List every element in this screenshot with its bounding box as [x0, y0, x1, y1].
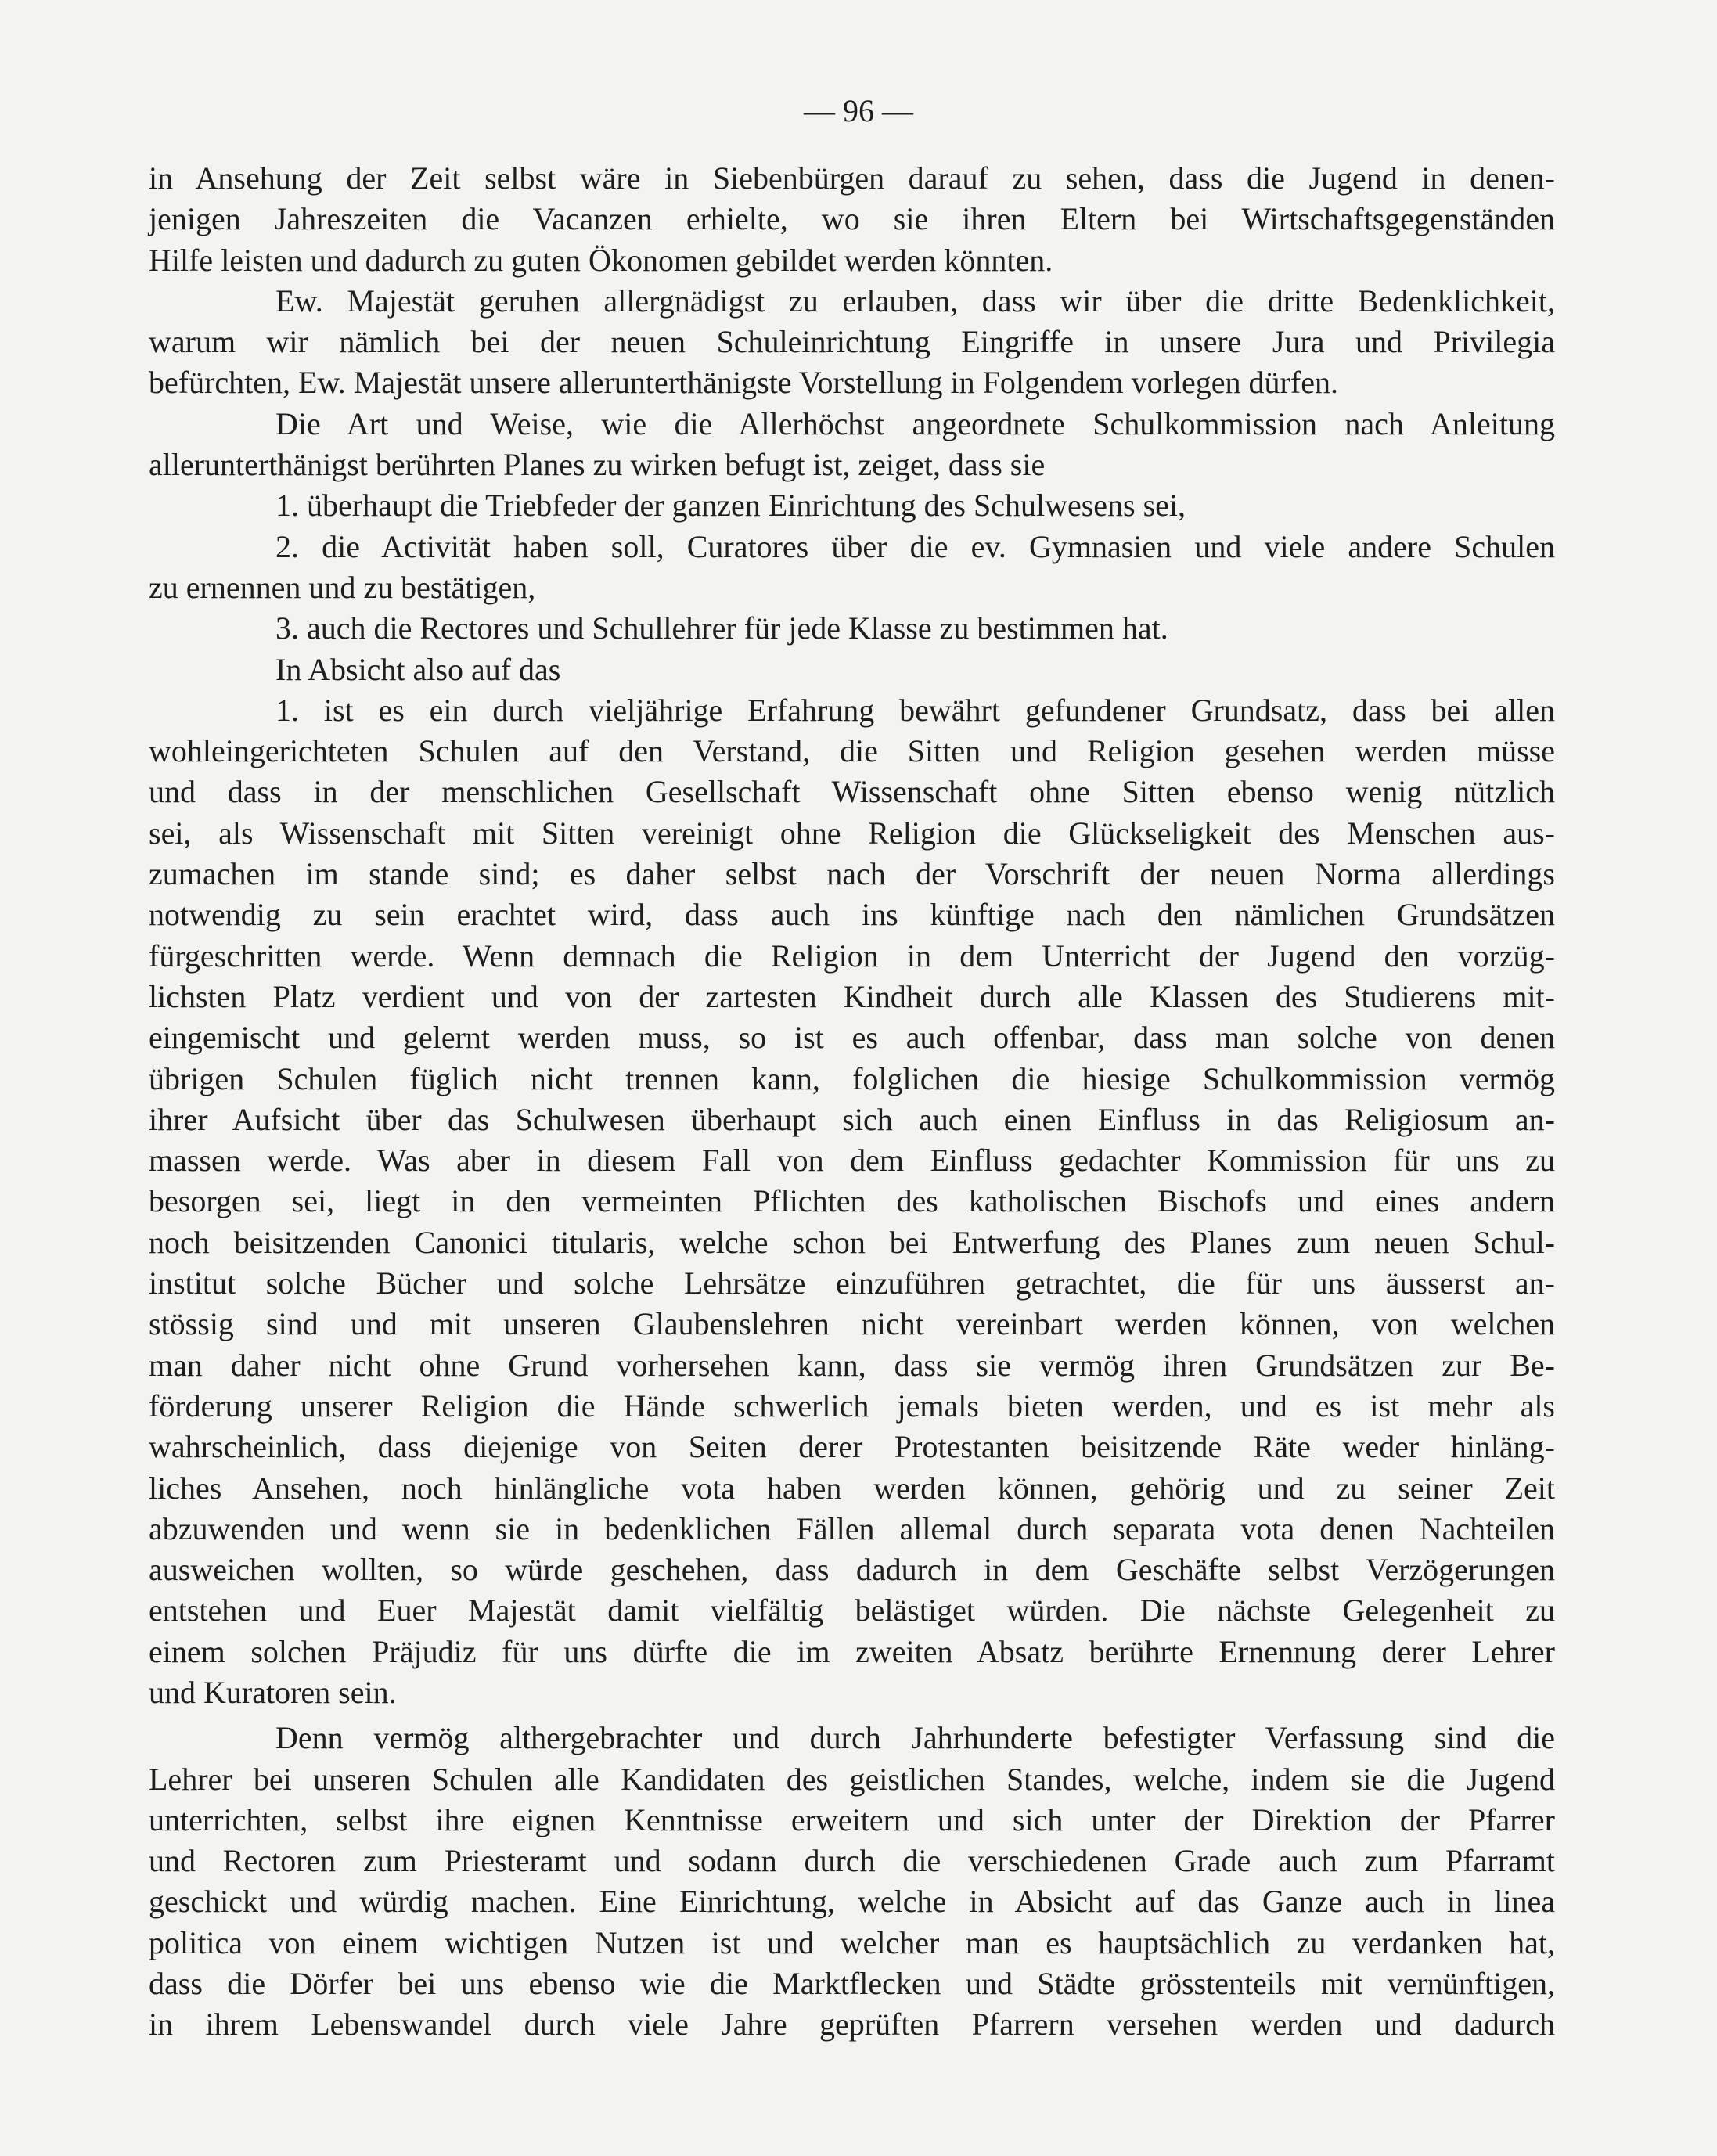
- text-line: massen werde. Was aber in diesem Fall von dem Einfluss gedachter Kommission für uns zu: [149, 1143, 1555, 1179]
- text-line: dass die Dörfer bei uns ebenso wie die Marktflecken und Städte grösstenteils mit vernünftigen,: [149, 1966, 1555, 2002]
- text-line: sei, als Wissenschaft mit Sitten vereinigt ohne Religion die Glückseligkeit des Menschen aus-: [149, 815, 1555, 851]
- text-line: geschickt und würdig machen. Eine Einrichtung, welche in Absicht auf das Ganze auch in linea: [149, 1884, 1555, 1920]
- text-line: ihrer Aufsicht über das Schulwesen überhaupt sich auch einen Einfluss in das Religiosum an-: [149, 1101, 1555, 1137]
- text-line: befürchten, Ew. Majestät unsere allerunterthänigste Vorstellung in Folgendem vorlegen dürfen.: [149, 365, 1338, 401]
- text-line: zu ernennen und zu bestätigen,: [149, 569, 536, 605]
- text-line: und Rectoren zum Priesteramt und sodann durch die verschiedenen Grade auch zum Pfarramt: [149, 1843, 1555, 1879]
- text-line: und Kuratoren sein.: [149, 1674, 397, 1710]
- text-line: stössig sind und mit unseren Glaubenslehren nicht vereinbart werden können, von welchen: [149, 1306, 1555, 1342]
- text-line: übrigen Schulen füglich nicht trennen kann, folglichen die hiesige Schulkommission vermög: [149, 1060, 1555, 1096]
- text-line: besorgen sei, liegt in den vermeinten Pflichten des katholischen Bischofs und eines andern: [149, 1183, 1555, 1219]
- text-line: lichsten Platz verdient und von der zartesten Kindheit durch alle Klassen des Studierens mit-: [149, 978, 1555, 1014]
- text-line: förderung unserer Religion die Hände schwerlich jemals bieten werden, und es ist mehr als: [149, 1388, 1555, 1424]
- text-line: allerunterthänigst berührten Planes zu wirken befugt ist, zeiget, dass sie: [149, 447, 1046, 483]
- page-number: — 96 —: [804, 93, 913, 128]
- text-line: zumachen im stande sind; es daher selbst nach der Vorschrift der neuen Norma allerdings: [149, 856, 1555, 892]
- text-line: in Ansehung der Zeit selbst wäre in Siebenbürgen darauf zu sehen, dass die Jugend in denen-: [149, 160, 1555, 196]
- text-line: Hilfe leisten und dadurch zu guten Ökonomen gebildet werden könnten.: [149, 242, 1053, 278]
- text-line: 1. überhaupt die Triebfeder der ganzen Einrichtung des Schulwesens sei,: [275, 488, 1186, 524]
- text-line: warum wir nämlich bei der neuen Schuleinrichtung Eingriffe in unsere Jura und Privilegia: [149, 324, 1555, 360]
- text-line: notwendig zu sein erachtet wird, dass auch ins künftige nach den nämlichen Grundsätzen: [149, 897, 1555, 933]
- text-line: fürgeschritten werde. Wenn demnach die Religion in dem Unterricht der Jugend den vorzüg-: [149, 938, 1555, 974]
- body-text: [149, 158, 1555, 2046]
- text-line: in ihrem Lebenswandel durch viele Jahre geprüften Pfarrern versehen werden und dadurch: [149, 2007, 1555, 2043]
- text-line: unterrichten, selbst ihre eignen Kenntnisse erweitern und sich unter der Direktion der Pfarrer: [149, 1801, 1555, 1837]
- text-line: noch beisitzenden Canonici titularis, welche schon bei Entwerfung des Planes zum neuen Schul-: [149, 1224, 1555, 1260]
- text-line: In Absicht also auf das: [275, 651, 561, 687]
- text-line: Ew. Majestät geruhen allergnädigst zu erlauben, dass wir über die dritte Bedenklichkeit,: [275, 283, 1555, 319]
- text-line: 3. auch die Rectores und Schullehrer für jede Klasse zu bestimmen hat.: [275, 610, 1168, 646]
- text-line: institut solche Bücher und solche Lehrsätze einzuführen getrachtet, die für uns äusserst an-: [149, 1265, 1555, 1301]
- text-line: man daher nicht ohne Grund vorhersehen kann, dass sie vermög ihren Grundsätzen zur Be-: [149, 1347, 1555, 1383]
- text-line: liches Ansehen, noch hinlängliche vota haben werden können, gehörig und zu seiner Zeit: [149, 1470, 1555, 1506]
- text-line: Denn vermög althergebrachter und durch Jahrhunderte befestigter Verfassung sind die: [275, 1720, 1555, 1756]
- text-line: Lehrer bei unseren Schulen alle Kandidaten des geistlichen Standes, welche, indem sie die Jugend: [149, 1761, 1555, 1797]
- text-line: 1. ist es ein durch vieljährige Erfahrung bewährt gefundener Grundsatz, dass bei allen: [275, 692, 1555, 728]
- text-line: wahrscheinlich, dass diejenige von Seiten derer Protestanten beisitzende Räte weder hinläng-: [149, 1429, 1555, 1465]
- text-line: jenigen Jahreszeiten die Vacanzen erhielte, wo sie ihren Eltern bei Wirtschaftsgegenständen: [149, 201, 1555, 237]
- text-line: wohleingerichteten Schulen auf den Verstand, die Sitten und Religion gesehen werden müsse: [149, 733, 1555, 769]
- text-line: abzuwenden und wenn sie in bedenklichen Fällen allemal durch separata vota denen Nachteilen: [149, 1510, 1555, 1546]
- text-line: einem solchen Präjudiz für uns dürfte die im zweiten Absatz berührte Ernennung derer Lehrer: [149, 1633, 1555, 1669]
- text-line: Die Art und Weise, wie die Allerhöchst angeordnete Schulkommission nach Anleitung: [275, 405, 1555, 441]
- text-line: 2. die Activität haben soll, Curatores über die ev. Gymnasien und viele andere Schulen: [275, 528, 1555, 564]
- text-line: politica von einem wichtigen Nutzen ist und welcher man es hauptsächlich zu verdanken hat,: [149, 1924, 1555, 1960]
- text-line: ausweichen wollten, so würde geschehen, dass dadurch in dem Geschäfte selbst Verzögerungen: [149, 1552, 1555, 1588]
- text-line: entstehen und Euer Majestät damit vielfältig belästiget würden. Die nächste Gelegenheit zu: [149, 1593, 1555, 1629]
- text-line: und dass in der menschlichen Gesellschaft Wissenschaft ohne Sitten ebenso wenig nützlich: [149, 774, 1555, 810]
- text-line: eingemischt und gelernt werden muss, so ist es auch offenbar, dass man solche von denen: [149, 1020, 1555, 1056]
